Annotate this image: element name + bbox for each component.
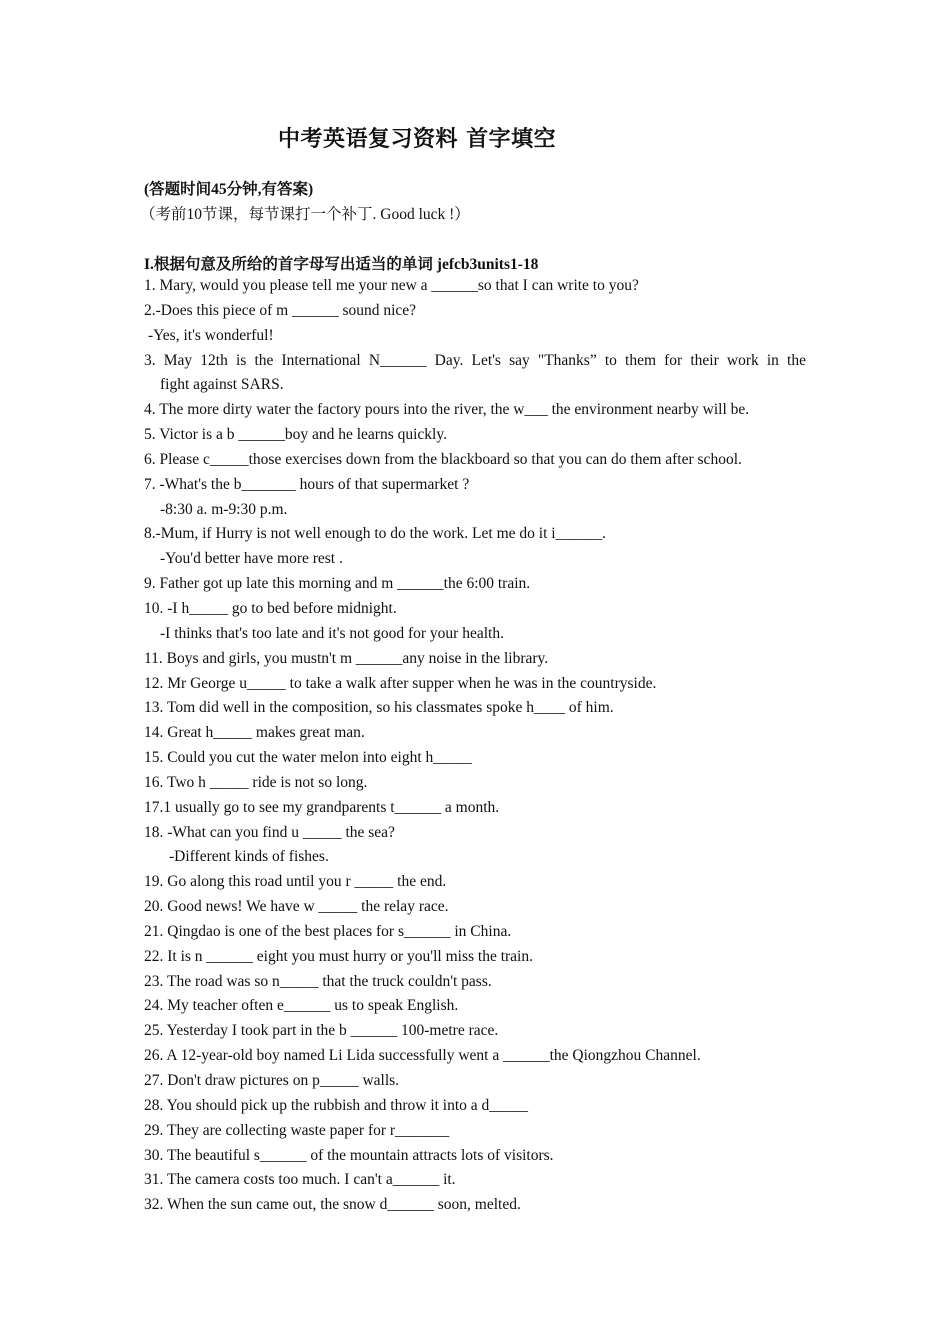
question-line: 32. When the sun came out, the snow d______ soon, melted.: [144, 1196, 521, 1214]
question-line: 27. Don't draw pictures on p_____ walls.: [144, 1072, 400, 1089]
question-line: 29. They are collecting waste paper for r_______: [144, 1121, 450, 1139]
question-line: 12. Mr George u_____ to take a walk after supper when he was in the countryside.: [144, 674, 657, 692]
question-line: 31. The camera costs too much. I can't a______ it.: [144, 1171, 456, 1189]
question-list: [144, 274, 806, 1218]
question-line: 19. Go along this road until you r _____ the end.: [144, 873, 447, 891]
question-line: 30. The beautiful s______ of the mountain attracts lots of visitors.: [144, 1146, 554, 1164]
question-line: 20. Good news! We have w _____ the relay race.: [144, 898, 449, 916]
time-note: (答题时间45分钟,有答案): [144, 181, 314, 198]
section-heading: I.根据句意及所给的首字母写出适当的单词 jefcb3units1-18: [144, 256, 539, 273]
tip-note: （考前10节课，每节课打一个补丁. Good luck !）: [140, 206, 470, 223]
question-line: 6. Please c_____those exercises down from the blackboard so that you can do them after school.: [144, 450, 742, 468]
question-line: 10. -I h_____ go to bed before midnight.: [144, 599, 397, 617]
answer-line: -Different kinds of fishes.: [169, 848, 329, 866]
question-line: 13. Tom did well in the composition, so his classmates spoke h____ of him.: [144, 699, 614, 717]
question-line: 4. The more dirty water the factory pours into the river, the w___ the environment nearby will be.: [144, 401, 750, 419]
question-line: 2.-Does this piece of m ______ sound nice?: [144, 301, 417, 319]
question-line: 11. Boys and girls, you mustn't m ______any noise in the library.: [144, 649, 549, 667]
answer-line: -Yes, it's wonderful!: [148, 326, 274, 344]
question-line: 5. Victor is a b ______boy and he learns quickly.: [144, 426, 447, 444]
question-line: 22. It is n ______ eight you must hurry or you'll miss the train.: [144, 947, 533, 965]
question-line: 28. You should pick up the rubbish and throw it into a d_____: [144, 1096, 529, 1114]
question-line: 18. -What can you find u _____ the sea?: [144, 823, 395, 841]
question-line: 23. The road was so n_____ that the truck couldn't pass.: [144, 972, 492, 990]
question-line: 9. Father got up late this morning and m ______the 6:00 train.: [144, 575, 531, 593]
question-line: 3. May 12th is the International N______ Day. Let's say "Thanks” to them for their work in the: [144, 351, 806, 369]
question-line: 17.1 usually go to see my grandparents t______ a month.: [144, 798, 500, 816]
question-line: 16. Two h _____ ride is not so long.: [144, 773, 368, 791]
answer-line: -8:30 a. m-9:30 p.m.: [160, 500, 288, 518]
question-line: 15. Could you cut the water melon into eight h_____: [144, 749, 473, 767]
question-line: 25. Yesterday I took part in the b ______ 100-metre race.: [144, 1022, 499, 1040]
page-title: 中考英语复习资料 首字填空: [278, 126, 557, 152]
question-line: 8.-Mum, if Hurry is not well enough to do the work. Let me do it i______.: [144, 525, 606, 543]
answer-line: -I thinks that's too late and it's not good for your health.: [160, 624, 504, 642]
question-line: 1. Mary, would you please tell me your new a ______so that I can write to you?: [144, 277, 639, 294]
question-line: 26. A 12-year-old boy named Li Lida successfully went a ______the Qiongzhou Channel.: [144, 1047, 701, 1065]
question-line: 21. Qingdao is one of the best places for s______ in China.: [144, 922, 512, 940]
question-line: 7. -What's the b_______ hours of that supermarket ?: [144, 475, 470, 493]
question-line: 14. Great h_____ makes great man.: [144, 724, 365, 742]
question-continuation: fight against SARS.: [160, 376, 284, 394]
answer-line: -You'd better have more rest .: [160, 550, 343, 568]
question-line: 24. My teacher often e______ us to speak English.: [144, 997, 459, 1015]
